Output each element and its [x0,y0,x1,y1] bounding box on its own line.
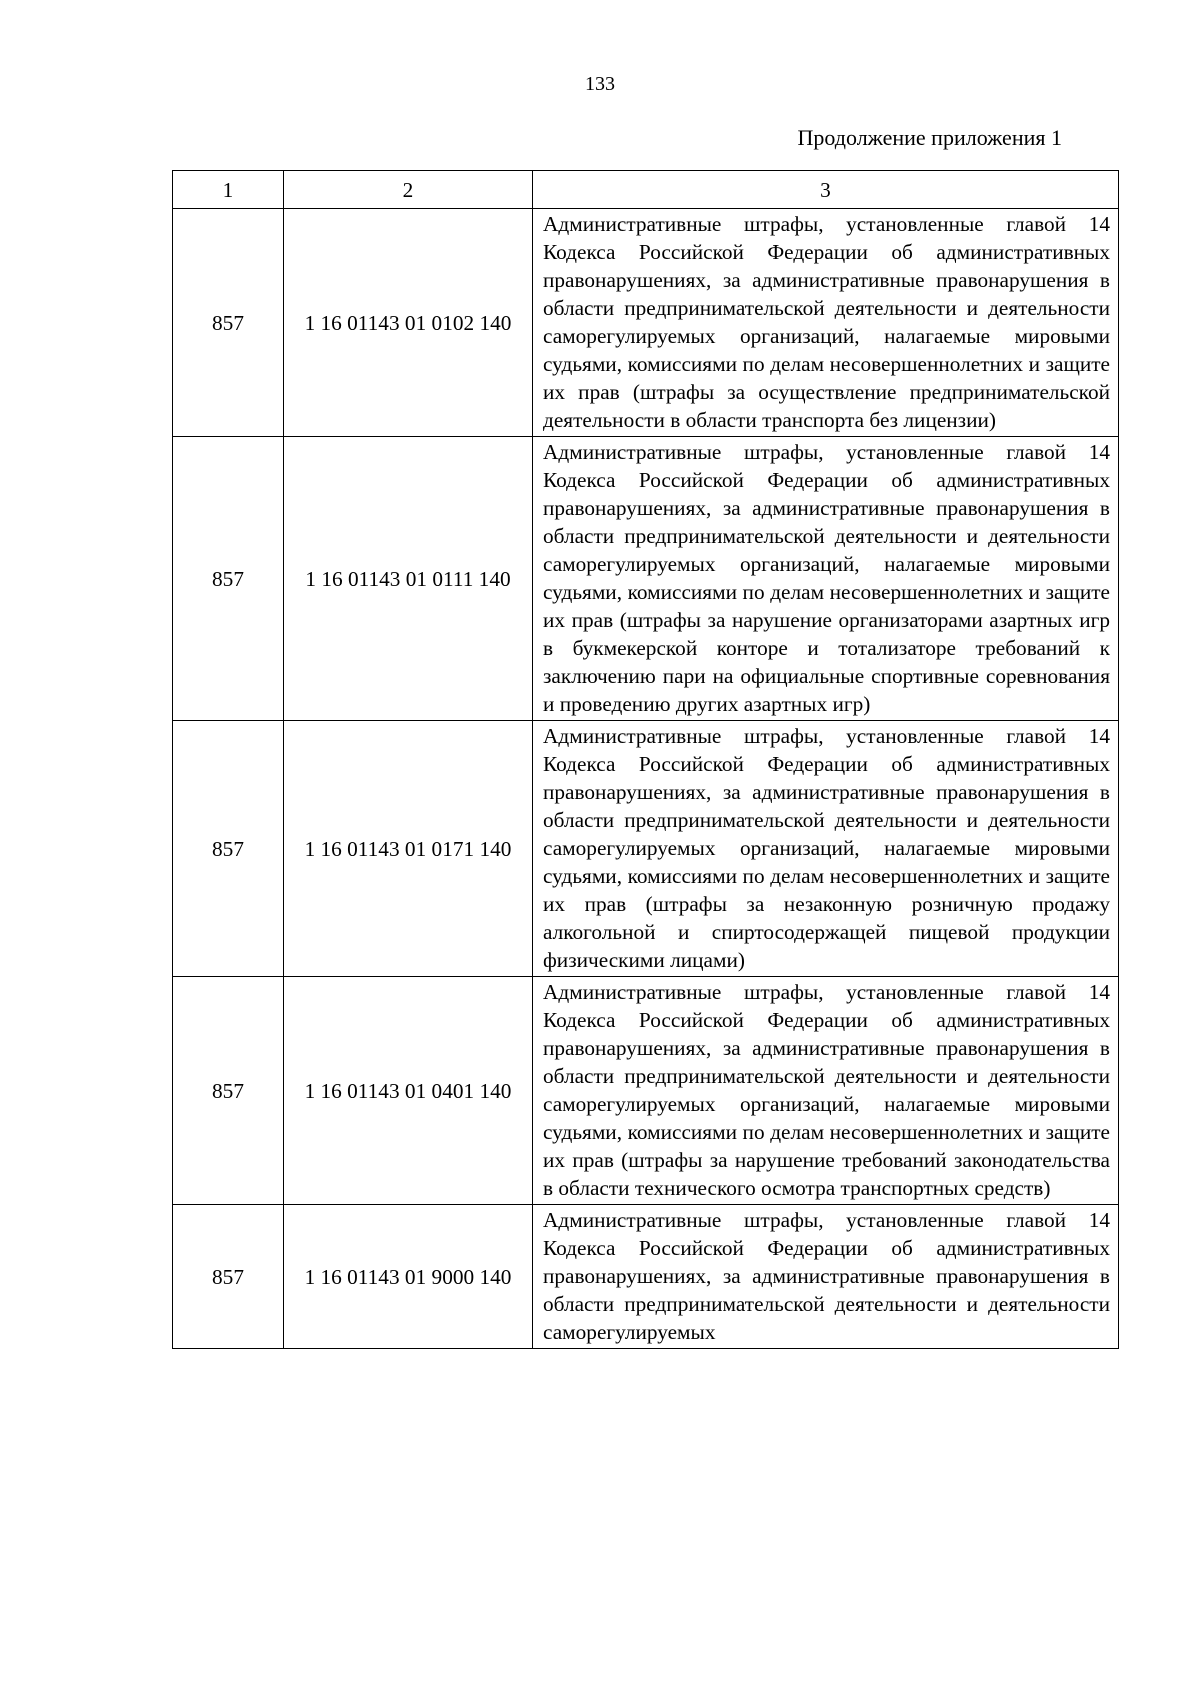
continuation-caption: Продолжение приложения 1 [797,125,1062,150]
income-code-cell: 1 16 01143 01 0102 140 [284,209,533,437]
income-code-cell: 1 16 01143 01 0401 140 [284,977,533,1205]
admin-code-cell: 857 [173,437,284,721]
admin-code-cell: 857 [173,977,284,1205]
admin-code-cell: 857 [173,209,284,437]
description-cell: Административные штрафы, установленные главой 14 Кодекса Российской Федерации об административных правонарушениях, за административные правонарушения в области предпринимательской деятельности и деятельности саморегулируемых организаций, налагаемые мировыми судьями, комиссиями по делам несовершеннолетних и защите их прав (штрафы за незаконную розничную продажу алкогольной и спиртосодержащей пищевой продукции физическими лицами) [533,721,1119,977]
table-row [173,721,1119,977]
description-cell: Административные штрафы, установленные главой 14 Кодекса Российской Федерации об административных правонарушениях, за административные правонарушения в области предпринимательской деятельности и деятельности саморегулируемых организаций, налагаемые мировыми судьями, комиссиями по делам несовершеннолетних и защите их прав (штрафы за осуществление предпринимательской деятельности в области транспорта без лицензии) [533,209,1119,437]
income-code-cell: 1 16 01143 01 0111 140 [284,437,533,721]
income-code-cell: 1 16 01143 01 9000 140 [284,1205,533,1349]
admin-code-cell: 857 [173,721,284,977]
income-code-cell: 1 16 01143 01 0171 140 [284,721,533,977]
table-row [173,437,1119,721]
header-col-2: 2 [284,171,533,209]
description-cell: Административные штрафы, установленные главой 14 Кодекса Российской Федерации об административных правонарушениях, за административные правонарушения в области предпринимательской деятельности и деятельности саморегулируемых организаций, налагаемые мировыми судьями, комиссиями по делам несовершеннолетних и защите их прав (штрафы за нарушение организаторами азартных игр в букмекерской конторе и тотализаторе требований к заключению пари на официальные спортивные соревнования и проведению других азартных игр) [533,437,1119,721]
description-cell: Административные штрафы, установленные главой 14 Кодекса Российской Федерации об административных правонарушениях, за административные правонарушения в области предпринимательской деятельности и деятельности саморегулируемых организаций, налагаемые мировыми судьями, комиссиями по делам несовершеннолетних и защите их прав (штрафы за нарушение требований законодательства в области технического осмотра транспортных средств) [533,977,1119,1205]
admin-code-cell: 857 [173,1205,284,1349]
header-col-1: 1 [173,171,284,209]
table-header [173,171,1119,209]
header-row [173,171,1119,209]
table-row [173,209,1119,437]
table-row [173,1205,1119,1349]
table-body [173,209,1119,1349]
income-codes-table [172,170,1119,1349]
header-col-3: 3 [533,171,1119,209]
description-cell: Административные штрафы, установленные главой 14 Кодекса Российской Федерации об административных правонарушениях, за административные правонарушения в области предпринимательской деятельности и деятельности саморегулируемых [533,1205,1119,1349]
table-row [173,977,1119,1205]
page-number: 133 [585,73,615,95]
